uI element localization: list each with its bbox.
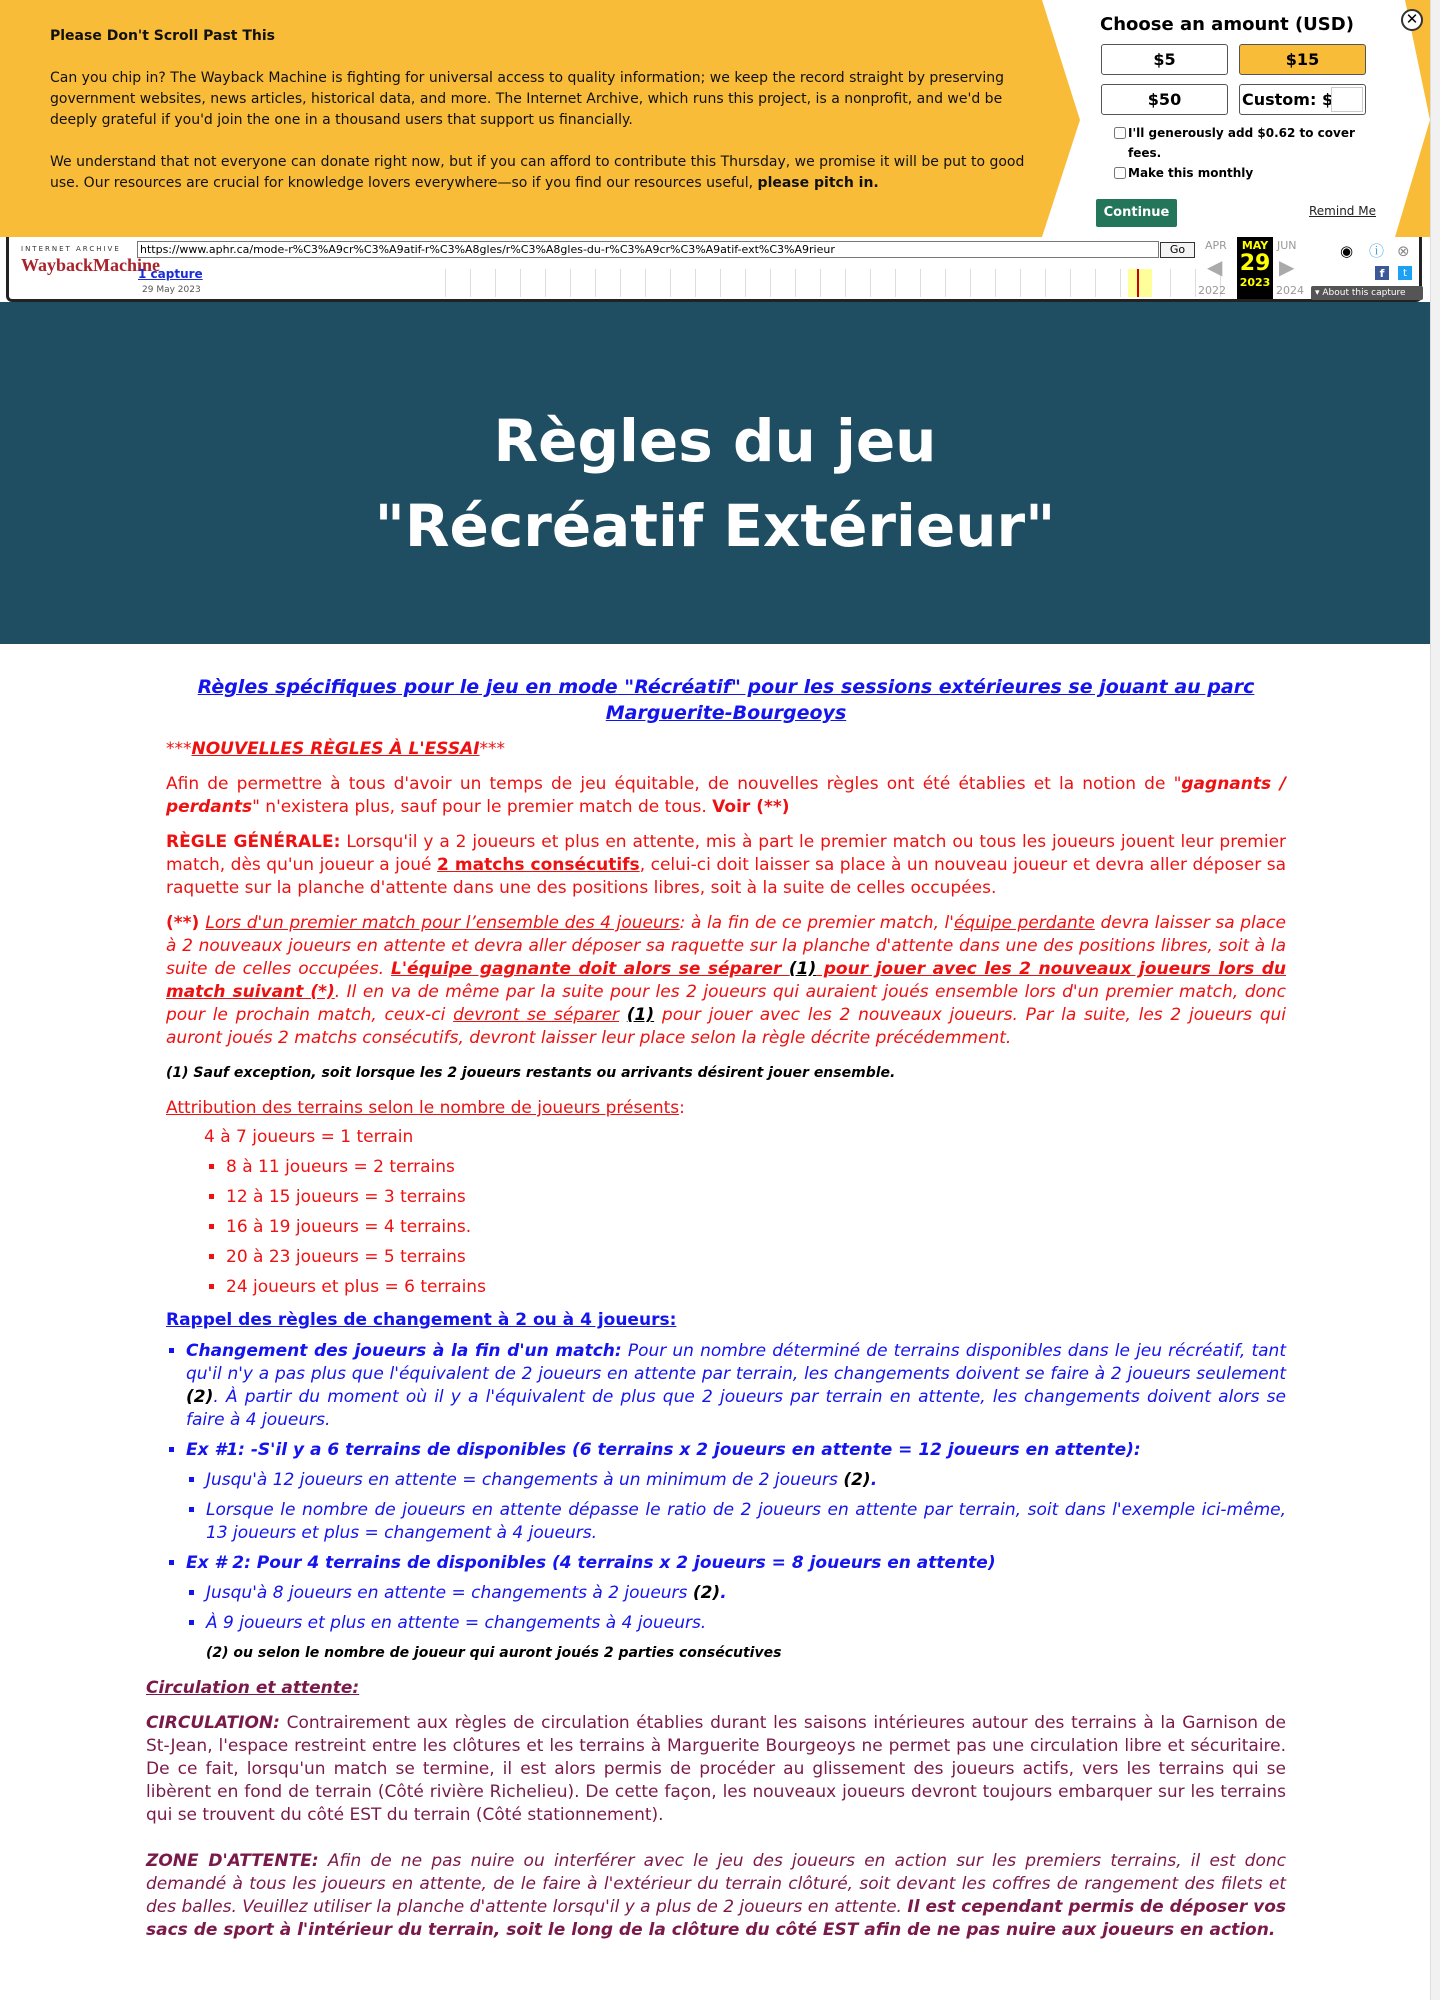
sparkline-tick: [1095, 269, 1096, 297]
text-segment: ***: [479, 739, 506, 759]
url-input[interactable]: https://www.aphr.ca/mode-r%C3%A9cr%C3%A9atif-r%C3%A8gles/r%C3%A8gles-du-r%C3%A9cr%C3%A9atif-ext%C3%A9rieur: [137, 241, 1159, 258]
amount-5-button[interactable]: $5: [1101, 44, 1228, 75]
captures-link[interactable]: 1 capture: [138, 267, 203, 281]
sparkline-tick: [545, 269, 546, 297]
text-segment: (**): [166, 913, 206, 933]
attribution-item: ▪ 20 à 23 joueurs = 5 terrains: [226, 1246, 1286, 1269]
rappel-sublist: [206, 1582, 1286, 1635]
capture-date: 29 May 2023: [142, 285, 201, 295]
text-segment: Afin de ne pas nuire ou interférer avec le jeu des joueurs en action sur les premiers terrains, il est donc demandé à tous les joueurs en attente, de le faire à l'extérieur du terrain clôturé, soit devant les coffres de rangement des filets et des balles. Veuillez utiliser la planche d'attente lorsqu'il y a plus de 2 joueurs en attente.: [146, 1851, 1286, 1917]
sparkline-tick: [745, 269, 746, 297]
text-segment: À 9 joueurs et plus en attente = changements à 4 joueurs.: [206, 1613, 707, 1633]
attribution-item: ▪ 8 à 11 joueurs = 2 terrains: [226, 1156, 1286, 1179]
text-segment: Pour un nombre déterminé de terrains disponibles dans le jeu récréatif, tant qu'il n'y a pas plus que l'équivalent de 2 joueurs en attente par terrain, les changements doivent se faire à 2 joueurs seulement: [186, 1341, 1286, 1384]
text-segment: . À partir du moment où il y a l'équivalent de plus que 2 joueurs par terrain en attente, les changements doivent alors se faire à 4 joueurs.: [186, 1387, 1286, 1430]
sparkline-tick: [1070, 269, 1071, 297]
banner-para-2: [50, 152, 1035, 194]
sparkline-tick: [1170, 269, 1171, 297]
rappel-sublist: [206, 1469, 1286, 1545]
text-segment: CIRCULATION:: [146, 1713, 280, 1733]
cur-year: 2023: [1239, 276, 1271, 289]
rappel-title: Rappel des règles de changement à 2 ou à 4 joueurs:: [166, 1310, 677, 1330]
footnote-2: (2) ou selon le nombre de joueur qui auront joués 2 parties consécutives: [206, 1645, 782, 1661]
text-segment: (2): [692, 1583, 721, 1603]
amount-chooser: [1100, 14, 1380, 43]
footnote-1: (1) Sauf exception, soit lorsque les 2 joueurs restants ou arrivants désirent jouer ensemble.: [166, 1065, 896, 1081]
custom-amount-input[interactable]: [1331, 87, 1363, 112]
amount-title: Choose an amount (USD): [1100, 14, 1354, 35]
circulation-paragraph: [146, 1850, 1286, 1942]
rappel-subitem: [206, 1469, 1286, 1492]
section-heading[interactable]: Règles spécifiques pour le jeu en mode "Récréatif" pour les sessions extérieures se jouant au parc Marguerite-Bourgeoys: [197, 676, 1255, 724]
text-segment: Ex #1: -S'il y a 6 terrains de disponibles (6 terrains x 2 joueurs en attente = 12 joueurs en attente):: [186, 1440, 1141, 1460]
sparkline-tick: [520, 269, 521, 297]
sparkline-tick: [670, 269, 671, 297]
sparkline-tick: [820, 269, 821, 297]
sparkline-tick: [620, 269, 621, 297]
text-segment: ZONE D'ATTENTE:: [146, 1851, 319, 1871]
circulation-paragraph: [146, 1712, 1286, 1827]
hero-banner: [0, 302, 1430, 644]
circulation-section: [146, 1677, 1286, 1942]
text-segment: Lorsqu'il y a 2 joueurs et plus en attente, mis à part le premier match ou tous les joueurs jouent leur premier match, dès qu'un joueur a joué: [166, 832, 1287, 875]
text-segment: Contrairement aux règles de circulation établies durant les saisons intérieures autour des terrains à la Garnison de St-Jean, l'espace restreint entre les clôtures et les terrains à Marguerite Bourgeoys ne permet pas une circulation libre et sécuritaire. De ce fait, lorsqu'un match se termine, il est alors permis de procéder au glissement des joueurs actifs, vers les terrains qui se libèrent en fond de terrain (Côté rivière Richelieu). De cette façon, les nouveaux joueurs devront toujours embarquer sur les terrains qui se trouvent du côté EST du terrain (Côté stationnement).: [146, 1713, 1286, 1825]
logo-top: INTERNET ARCHIVE: [21, 245, 121, 253]
text-segment[interactable]: NOUVELLES RÈGLES À L'ESSAI: [191, 739, 480, 759]
text-segment[interactable]: 2 matchs consécutifs: [437, 855, 640, 875]
fee-checkbox[interactable]: [1114, 127, 1126, 139]
text-segment: . Il en va de même par la suite pour les 2 joueurs qui auraient joués ensemble lors d'un premier match, donc pour le prochain match, ceux-ci: [166, 982, 1287, 1025]
banner-message: [50, 26, 1035, 215]
text-segment: (2): [186, 1387, 214, 1407]
rappel-subitem: [206, 1499, 1286, 1545]
sparkline-tick: [595, 269, 596, 297]
page-title-line-1: Règles du jeu: [493, 407, 937, 475]
text-segment: Il est cependant permis de déposer vos sacs de sport à l'intérieur du terrain, soit le long de la clôture du côté EST afin de ne pas nuire aux joueurs en action.: [146, 1897, 1286, 1940]
circulation-title: Circulation et attente:: [146, 1678, 360, 1698]
sparkline-tick: [570, 269, 571, 297]
text-segment: pour jouer avec les 2 nouveaux joueurs. Par la suite, les 2 joueurs qui auront joués 2 matchs consécutifs, devront laisser leur place selon la règle décrite précédemment.: [166, 1005, 1286, 1048]
sparkline-tick: [720, 269, 721, 297]
text-segment[interactable]: (1): [788, 959, 817, 979]
cur-month: MAY: [1241, 239, 1269, 252]
user-icon[interactable]: ◉: [1340, 242, 1354, 260]
continue-button[interactable]: Continue: [1096, 199, 1177, 227]
capture-mark[interactable]: [1137, 269, 1139, 297]
next-arrow-icon[interactable]: ▶: [1279, 255, 1295, 279]
banner-heading: Please Don't Scroll Past This: [50, 28, 276, 44]
rappel-item: [186, 1340, 1286, 1432]
sparkline-tick: [795, 269, 796, 297]
rappel-item: [186, 1439, 1286, 1545]
text-segment[interactable]: pour jouer avec les 2 nouveaux joueurs lors du match suivant (*): [166, 959, 1286, 1002]
wayback-toolbar: [6, 237, 1422, 302]
text-segment: Jusqu'à 8 joueurs en attente = changements à 2 joueurs: [206, 1583, 693, 1603]
prev-arrow-icon[interactable]: ◀: [1207, 255, 1223, 279]
text-segment: devra laisser sa place à 2 nouveaux joueurs en attente et devra aller déposer sa raquette sur la planche d'attente dans une des positions libres, soit à la suite de celles occupées.: [166, 913, 1286, 979]
help-icon[interactable]: ⓘ: [1369, 242, 1385, 260]
close-toolbar-icon[interactable]: ⊗: [1397, 242, 1410, 260]
monthly-checkbox-row[interactable]: [1128, 163, 1253, 183]
banner-para-2-bold: please pitch in.: [757, 175, 879, 191]
go-button[interactable]: Go: [1160, 242, 1195, 258]
facebook-icon[interactable]: f: [1375, 266, 1389, 280]
sparkline-tick: [870, 269, 871, 297]
sparkline-tick: [470, 269, 471, 297]
text-segment: Changement des joueurs à la fin d'un match:: [186, 1341, 622, 1361]
amount-15-button[interactable]: $15: [1239, 44, 1366, 75]
text-segment: : à la fin de ce premier match, l': [679, 913, 954, 933]
donation-banner: [0, 0, 1430, 237]
sparkline-tick: [1020, 269, 1021, 297]
attribution-item: ▪ 24 joueurs et plus = 6 terrains: [226, 1276, 1286, 1299]
rule-paragraph: [166, 738, 1286, 761]
next-month[interactable]: JUN: [1277, 239, 1297, 252]
sparkline-tick: [970, 269, 971, 297]
about-label: About this capture: [1322, 288, 1406, 298]
text-segment[interactable]: (1): [626, 1005, 655, 1025]
text-segment: Afin de permettre à tous d'avoir un temps de jeu équitable, de nouvelles règles ont été établies et la notion de ": [166, 774, 1182, 794]
prev-year[interactable]: 2022: [1198, 284, 1226, 297]
text-segment[interactable]: devront se séparer: [453, 1005, 620, 1025]
close-banner-icon[interactable]: ✕: [1401, 9, 1423, 31]
sparkline-tick: [445, 269, 446, 297]
rappel-subitem: [206, 1582, 1286, 1605]
sparkline-tick: [845, 269, 846, 297]
text-segment: " n'existera plus, sauf pour le premier match de tous.: [252, 797, 713, 817]
next-year[interactable]: 2024: [1276, 284, 1304, 297]
text-segment: ***: [166, 739, 192, 759]
page-title-line-2: "Récréatif Extérieur": [374, 492, 1056, 560]
text-segment: (2): [843, 1470, 871, 1490]
text-segment[interactable]: L'équipe gagnante doit alors se séparer: [391, 959, 789, 979]
sparkline-tick: [1120, 269, 1121, 297]
sparkline-tick: [645, 269, 646, 297]
attribution-title: Attribution des terrains selon le nombre de joueurs présents: [166, 1098, 680, 1118]
current-year-highlight: [1128, 269, 1152, 297]
text-segment: Jusqu'à 12 joueurs en attente = changements à un minimum de 2 joueurs: [206, 1470, 844, 1490]
prev-month[interactable]: APR: [1205, 239, 1227, 252]
text-segment: .: [870, 1470, 878, 1490]
rule-paragraph: [166, 912, 1286, 1050]
sparkline-tick: [495, 269, 496, 297]
attribution-first: 4 à 7 joueurs = 1 terrain: [204, 1127, 414, 1147]
attribution-item: ▪ 16 à 19 joueurs = 4 terrains.: [226, 1216, 1286, 1239]
text-segment[interactable]: équipe perdante: [953, 913, 1095, 933]
fee-checkbox-row[interactable]: [1128, 123, 1368, 163]
twitter-icon[interactable]: t: [1398, 266, 1412, 280]
rules-section: [166, 738, 1286, 1050]
fee-label: I'll generously add $0.62 to cover fees.: [1128, 126, 1355, 160]
banner-para-2-text: We understand that not everyone can donate right now, but if you can afford to contribute this Thursday, we promise it will be put to good use. Our resources are crucial for knowledge lovers everywhere—so if you find our resources useful,: [50, 154, 1025, 191]
cur-day: 29: [1239, 251, 1271, 276]
sparkline-tick: [1045, 269, 1046, 297]
rappel-item: [186, 1552, 1286, 1635]
sparkline-tick: [770, 269, 771, 297]
rule-paragraph: [166, 831, 1286, 900]
main-content: [146, 674, 1287, 1940]
attribution-list: [226, 1156, 1286, 1299]
sparkline-tick: [995, 269, 996, 297]
text-segment: [619, 1005, 627, 1025]
sparkline-tick: [695, 269, 696, 297]
custom-amount-field[interactable]: [1239, 84, 1366, 115]
text-segment: gagnants / perdants: [166, 774, 1286, 817]
logo-text: WaybackMachine: [21, 255, 161, 275]
rappel-subitem: [206, 1612, 1286, 1635]
capture-sparkline[interactable]: [445, 269, 1205, 297]
sparkline-tick: [945, 269, 946, 297]
about-capture-button[interactable]: ▾ About this capture: [1311, 286, 1423, 300]
attribution-item: ▪ 12 à 15 joueurs = 3 terrains: [226, 1186, 1286, 1209]
text-segment: Lorsque le nombre de joueurs en attente dépasse le ratio de 2 joueurs en attente par terrain, soit dans l'exemple ici-même, 13 joueurs et plus = changement à 4 joueurs.: [206, 1500, 1286, 1543]
text-segment: Ex # 2: Pour 4 terrains de disponibles (4 terrains x 2 joueurs = 8 joueurs en attente): [186, 1553, 996, 1573]
banner-para-1: Can you chip in? The Wayback Machine is fighting for universal access to quality information; we keep the record straight by preserving government websites, news articles, historical data, and more. The Internet Archive, which runs this project, is a nonprofit, and we'd be deeply grateful if you'd join the one in a thousand users that support us financially.: [50, 70, 1004, 128]
text-segment: Voir (**): [712, 797, 790, 817]
monthly-checkbox[interactable]: [1114, 167, 1126, 179]
scrollbar[interactable]: [1430, 0, 1440, 2000]
sparkline-tick: [895, 269, 896, 297]
current-capture: [1237, 237, 1273, 299]
amount-50-button[interactable]: $50: [1101, 84, 1228, 115]
sparkline-tick: [920, 269, 921, 297]
rappel-list: [186, 1340, 1286, 1635]
monthly-label: Make this monthly: [1128, 166, 1254, 180]
attribution-title-row: Attribution des terrains selon le nombre de joueurs présents:: [166, 1098, 685, 1118]
custom-label: Custom: $: [1242, 90, 1334, 109]
text-segment[interactable]: Lors d'un premier match pour l’ensemble des 4 joueurs: [205, 913, 680, 933]
sparkline-tick: [1195, 269, 1196, 297]
text-segment: , celui-ci doit laisser sa place à un nouveau joueur et devra aller déposer sa raquette sur la planche d'attente dans une des positions libres, soit à la suite de celles occupées.: [166, 855, 1286, 898]
text-segment: RÈGLE GÉNÉRALE:: [166, 832, 341, 852]
rule-paragraph: [166, 773, 1286, 819]
remind-me-link[interactable]: Remind Me: [1309, 204, 1376, 218]
text-segment: .: [720, 1583, 727, 1603]
